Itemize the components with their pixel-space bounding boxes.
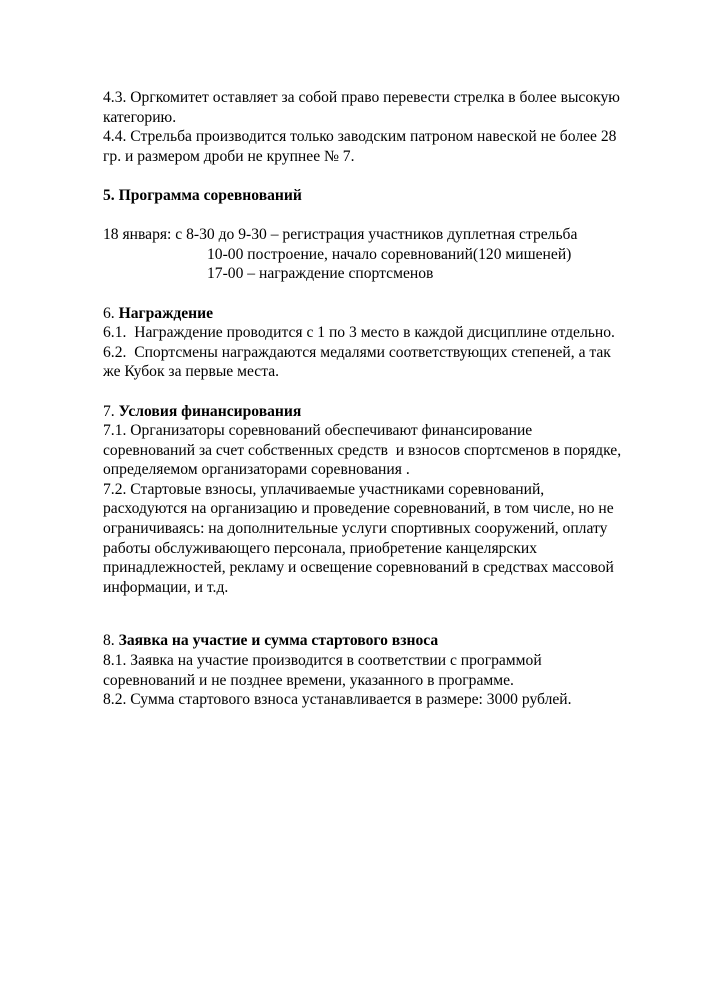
section-7-title: Условия финансирования xyxy=(118,402,302,420)
schedule-row-awards: 17-00 – награждение спортсменов xyxy=(207,265,434,283)
clause-7-2 xyxy=(103,480,683,598)
clause-6-1: 6.1. Награждение проводится с 1 по 3 место в каждой дисциплине отдельно. xyxy=(103,324,615,342)
clause-4-3-line-2: категорию. xyxy=(103,108,177,126)
clause-7-1 xyxy=(103,421,683,480)
competition-schedule xyxy=(103,225,683,284)
clause-8-1 xyxy=(103,651,683,690)
section-8-heading xyxy=(103,631,683,651)
document-page xyxy=(103,88,683,710)
clause-6-2-line-2: же Кубок за первые места. xyxy=(103,363,280,381)
clause-7-2-line-5: принадлежностей, рекламу и освещение соревнований в средствах массовой xyxy=(103,559,614,577)
clause-6-2 xyxy=(103,343,683,382)
clause-4-4-line-2: гр. и размером дроби не крупнее № 7. xyxy=(103,147,355,165)
section-6-number: 6. xyxy=(103,304,119,322)
clause-7-2-line-1: 7.2. Стартовые взносы, уплачиваемые участниками соревнований, xyxy=(103,480,545,498)
clause-8-1-line-2: соревнований и не позднее времени, указанного в программе. xyxy=(103,671,514,689)
clause-7-1-line-2: соревнований за счет собственных средств и взносов спортсменов в порядке, xyxy=(103,441,622,459)
clause-7-2-line-3: ограничиваясь: на дополнительные услуги спортивных сооружений, оплату xyxy=(103,520,608,538)
clause-7-2-line-6: информации, и т.д. xyxy=(103,578,229,596)
clause-4-4-line-1: 4.4. Стрельба производится только заводским патроном навеской не более 28 xyxy=(103,128,617,146)
clause-7-2-line-2: расходуются на организацию и проведение соревнований, в том числе, но не xyxy=(103,500,614,518)
section-7-number: 7. xyxy=(103,402,119,420)
schedule-row-start: 10-00 построение, начало соревнований(120 мишеней) xyxy=(207,245,572,263)
clause-8-1-line-1: 8.1. Заявка на участие производится в соответствии с программой xyxy=(103,652,542,670)
schedule-row-registration: 18 января: с 8-30 до 9-30 – регистрация участников дуплетная стрельба xyxy=(103,226,578,244)
section-7-heading xyxy=(103,402,683,422)
clause-7-1-line-3: определяемом организаторами соревнования . xyxy=(103,461,410,479)
clause-7-2-line-4: работы обслуживающего персонала, приобретение канцелярских xyxy=(103,539,538,557)
section-5-heading: 5. Программа соревнований xyxy=(103,186,302,204)
clause-4-3-line-1: 4.3. Оргкомитет оставляет за собой право перевести стрелка в более высокую xyxy=(103,89,620,106)
section-8-number: 8. xyxy=(103,632,119,650)
section-6-title: Награждение xyxy=(118,304,214,322)
clause-4-3 xyxy=(103,88,683,127)
clause-7-1-line-1: 7.1. Организаторы соревнований обеспечивают финансирование xyxy=(103,422,533,440)
section-6-heading xyxy=(103,304,683,324)
clause-8-2: 8.2. Сумма стартового взноса устанавливается в размере: 3000 рублей. xyxy=(103,691,572,709)
section-8-title: Заявка на участие и сумма стартового взноса xyxy=(118,632,439,650)
clause-6-2-line-1: 6.2. Спортсмены награждаются медалями соответствующих степеней, а так xyxy=(103,343,611,361)
clause-4-4 xyxy=(103,127,683,166)
